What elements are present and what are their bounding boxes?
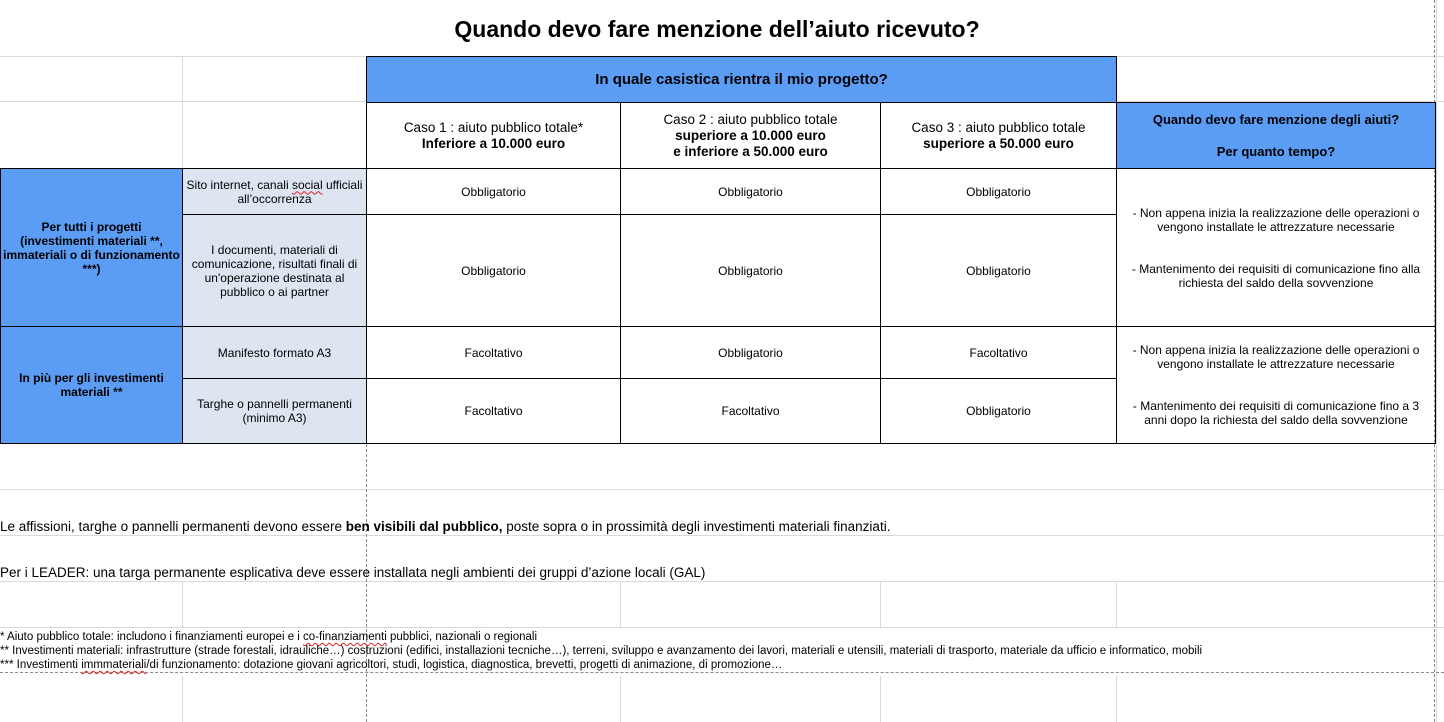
item-targhe: Targhe o pannelli permanenti (minimo A3) [182,378,367,444]
cell-r3-c1: Facoltativo [366,326,621,379]
cell-r3-c3: Facoltativo [880,326,1117,379]
timing-group-2: - Non appena inizia la realizzazione delle operazioni o vengono installate le attrezzature necessarie - Mantenimento dei requisiti di comunicazione fino a 3 anni dopo la richiesta del saldo della sovvenzione [1116,326,1436,444]
group-label-investimenti-materiali: In più per gli investimenti materiali ** [0,326,183,444]
timing-group-1: - Non appena inizia la realizzazione delle operazioni o vengono installate le attrezzature necessarie - Mantenimento dei requisiti di comunicazione fino alla richiesta del saldo della sovvenzione [1116,168,1436,327]
footnote-investimenti-immateriali: *** Investimenti immmateriali/di funzionamento: dotazione giovani agricoltori, studi, logistica, diagnostica, brevetti, progetti di animazione, di promozione… [0,659,783,671]
cell-r2-c3: Obbligatorio [880,214,1117,327]
group-label-tutti-progetti: Per tutti i progetti (investimenti materiali **, immateriali o di funzionamento ***) [0,168,183,327]
header-casistica: In quale casistica rientra il mio progetto? [366,56,1117,103]
note-affissioni: Le affissioni, targhe o pannelli permanenti devono essere ben visibili dal pubblico, poste sopra o in prossimità degli investimenti materiali finanziati. [0,519,891,534]
header-caso-1: Caso 1 : aiuto pubblico totale* Inferiore a 10.000 euro [366,102,621,169]
cell-r4-c3: Obbligatorio [880,378,1117,444]
item-manifesto: Manifesto formato A3 [182,326,367,379]
item-sito-internet: Sito internet, canali social ufficiali all’occorrenza [182,168,367,215]
page-title: Quando devo fare menzione dell’aiuto ricevuto? [454,15,980,42]
cell-r4-c1: Facoltativo [366,378,621,444]
footnote-aiuto-pubblico: * Aiuto pubblico totale: includono i finanziamenti europei e i co-finanziamenti pubblici, nazionali o regionali [0,631,538,643]
cell-r2-c2: Obbligatorio [620,214,881,327]
cell-r1-c1: Obbligatorio [366,168,621,215]
header-caso-2: Caso 2 : aiuto pubblico totale superiore a 10.000 euro e inferiore a 50.000 euro [620,102,881,169]
note-leader: Per i LEADER: una targa permanente esplicativa deve essere installata negli ambienti dei gruppi d’azione locali (GAL) [0,565,706,580]
header-caso-3: Caso 3 : aiuto pubblico totale superiore a 50.000 euro [880,102,1117,169]
item-documenti: I documenti, materiali di comunicazione, risultati finali di un'operazione destinata al pubblico o ai partner [182,214,367,327]
footnote-investimenti-materiali: ** Investimenti materiali: infrastrutture (strade forestali, idrauliche…) costruzioni (edifici, installazioni tecniche…), terreni, sviluppo e avanzamento dei lavori, materiali e utensili, materiali di trasporto, materiale da ufficio e informatico, mobili [0,645,1203,657]
cell-r1-c3: Obbligatorio [880,168,1117,215]
cell-r2-c1: Obbligatorio [366,214,621,327]
cell-r3-c2: Obbligatorio [620,326,881,379]
cell-r1-c2: Obbligatorio [620,168,881,215]
header-quando: Quando devo fare menzione degli aiuti? Per quanto tempo? [1116,102,1436,169]
cell-r4-c2: Facoltativo [620,378,881,444]
